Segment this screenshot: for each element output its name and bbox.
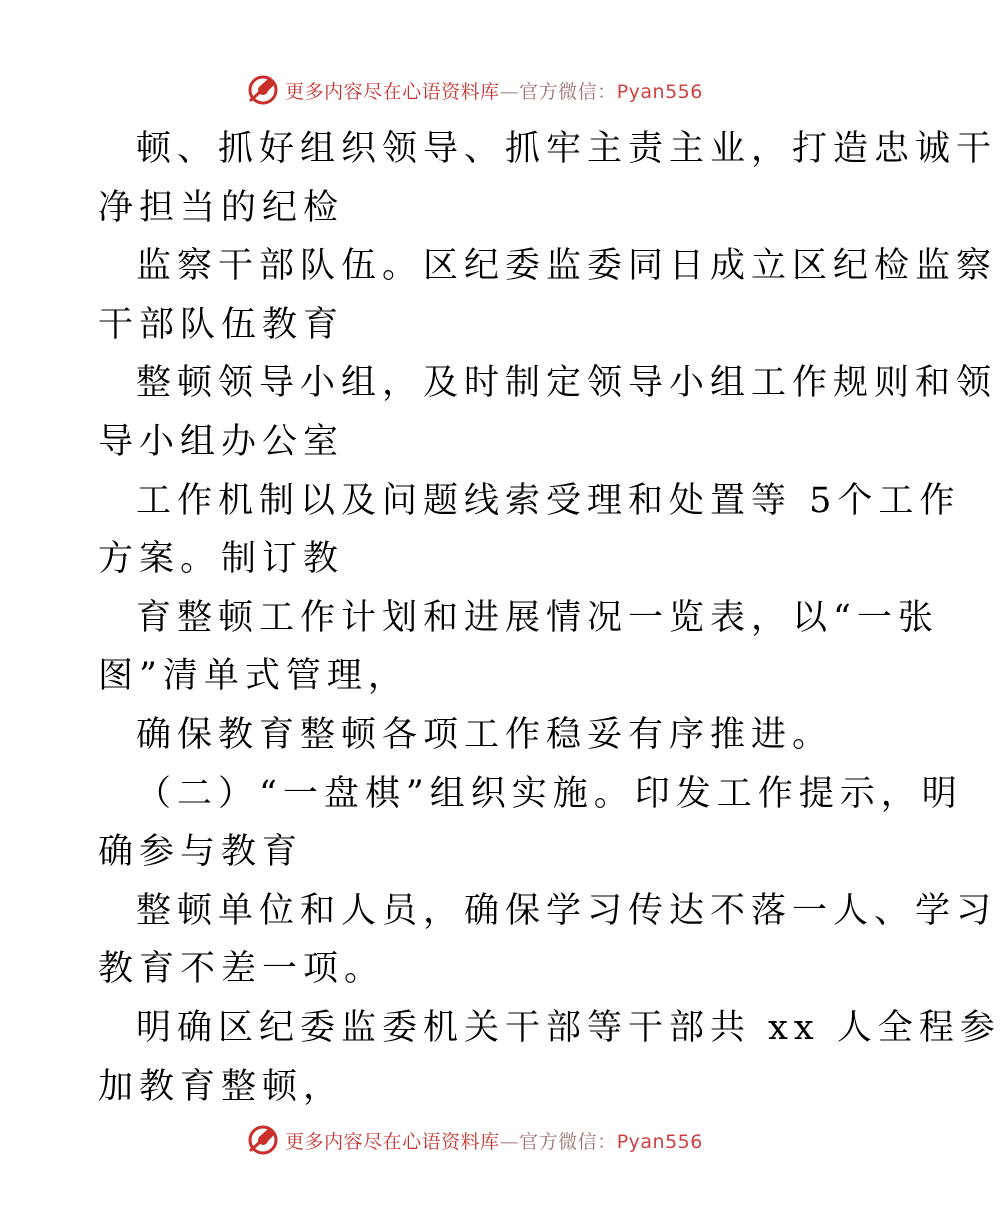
red-circle-pen-logo-icon xyxy=(247,74,279,106)
body-line: 方案。制订教 xyxy=(98,539,345,580)
body-line: 育整顿工作计划和进展情况一览表，以“一张 xyxy=(136,597,939,638)
body-line: 导小组办公室 xyxy=(98,421,345,462)
body-line: 教育不差一项。 xyxy=(98,949,386,990)
body-line: 图”清单式管理， xyxy=(98,656,409,697)
body-line: 明确区纪委监委机关干部等干部共 xx 人全程参 xyxy=(136,1007,1001,1048)
body-line: 净担当的纪检 xyxy=(98,187,345,228)
footer-banner-wechat-id: Pyan556 xyxy=(616,1130,703,1153)
red-circle-pen-logo-icon xyxy=(247,1124,279,1156)
body-line: 工作机制以及问题线索受理和处置等 5个工作 xyxy=(136,480,961,521)
body-line: 干部队伍教育 xyxy=(98,304,345,345)
header-banner-wechat-id: Pyan556 xyxy=(616,80,703,103)
body-line: 整顿领导小组，及时制定领导小组工作规则和领 xyxy=(136,363,998,404)
body-line: 确保教育整顿各项工作稳妥有序推进。 xyxy=(136,714,834,755)
body-line: 整顿单位和人员，确保学习传达不落一人、学习 xyxy=(136,890,998,931)
header-banner-main: 更多内容尽在心语资料库 xyxy=(285,80,500,103)
header-banner xyxy=(0,70,950,110)
footer-banner xyxy=(0,1120,950,1160)
body-line: 监察干部队伍。区纪委监委同日成立区纪检监察 xyxy=(136,246,998,287)
body-line: 确参与教育 xyxy=(98,832,304,873)
footer-banner-main: 更多内容尽在心语资料库 xyxy=(285,1130,500,1153)
header-banner-separator: — xyxy=(499,80,520,103)
header-banner-text xyxy=(285,77,703,104)
footer-banner-wechat-label: 官方微信： xyxy=(519,1130,617,1153)
body-line: （二）“一盘棋”组织实施。印发工作提示，明 xyxy=(136,773,963,814)
footer-banner-separator: — xyxy=(499,1130,520,1153)
body-line: 加教育整顿， xyxy=(98,1066,345,1107)
document-body xyxy=(98,120,1001,1116)
body-line: 顿、抓好组织领导、抓牢主责主业，打造忠诚干 xyxy=(136,129,998,169)
header-banner-wechat-label: 官方微信： xyxy=(519,80,617,103)
footer-banner-text xyxy=(285,1127,703,1154)
